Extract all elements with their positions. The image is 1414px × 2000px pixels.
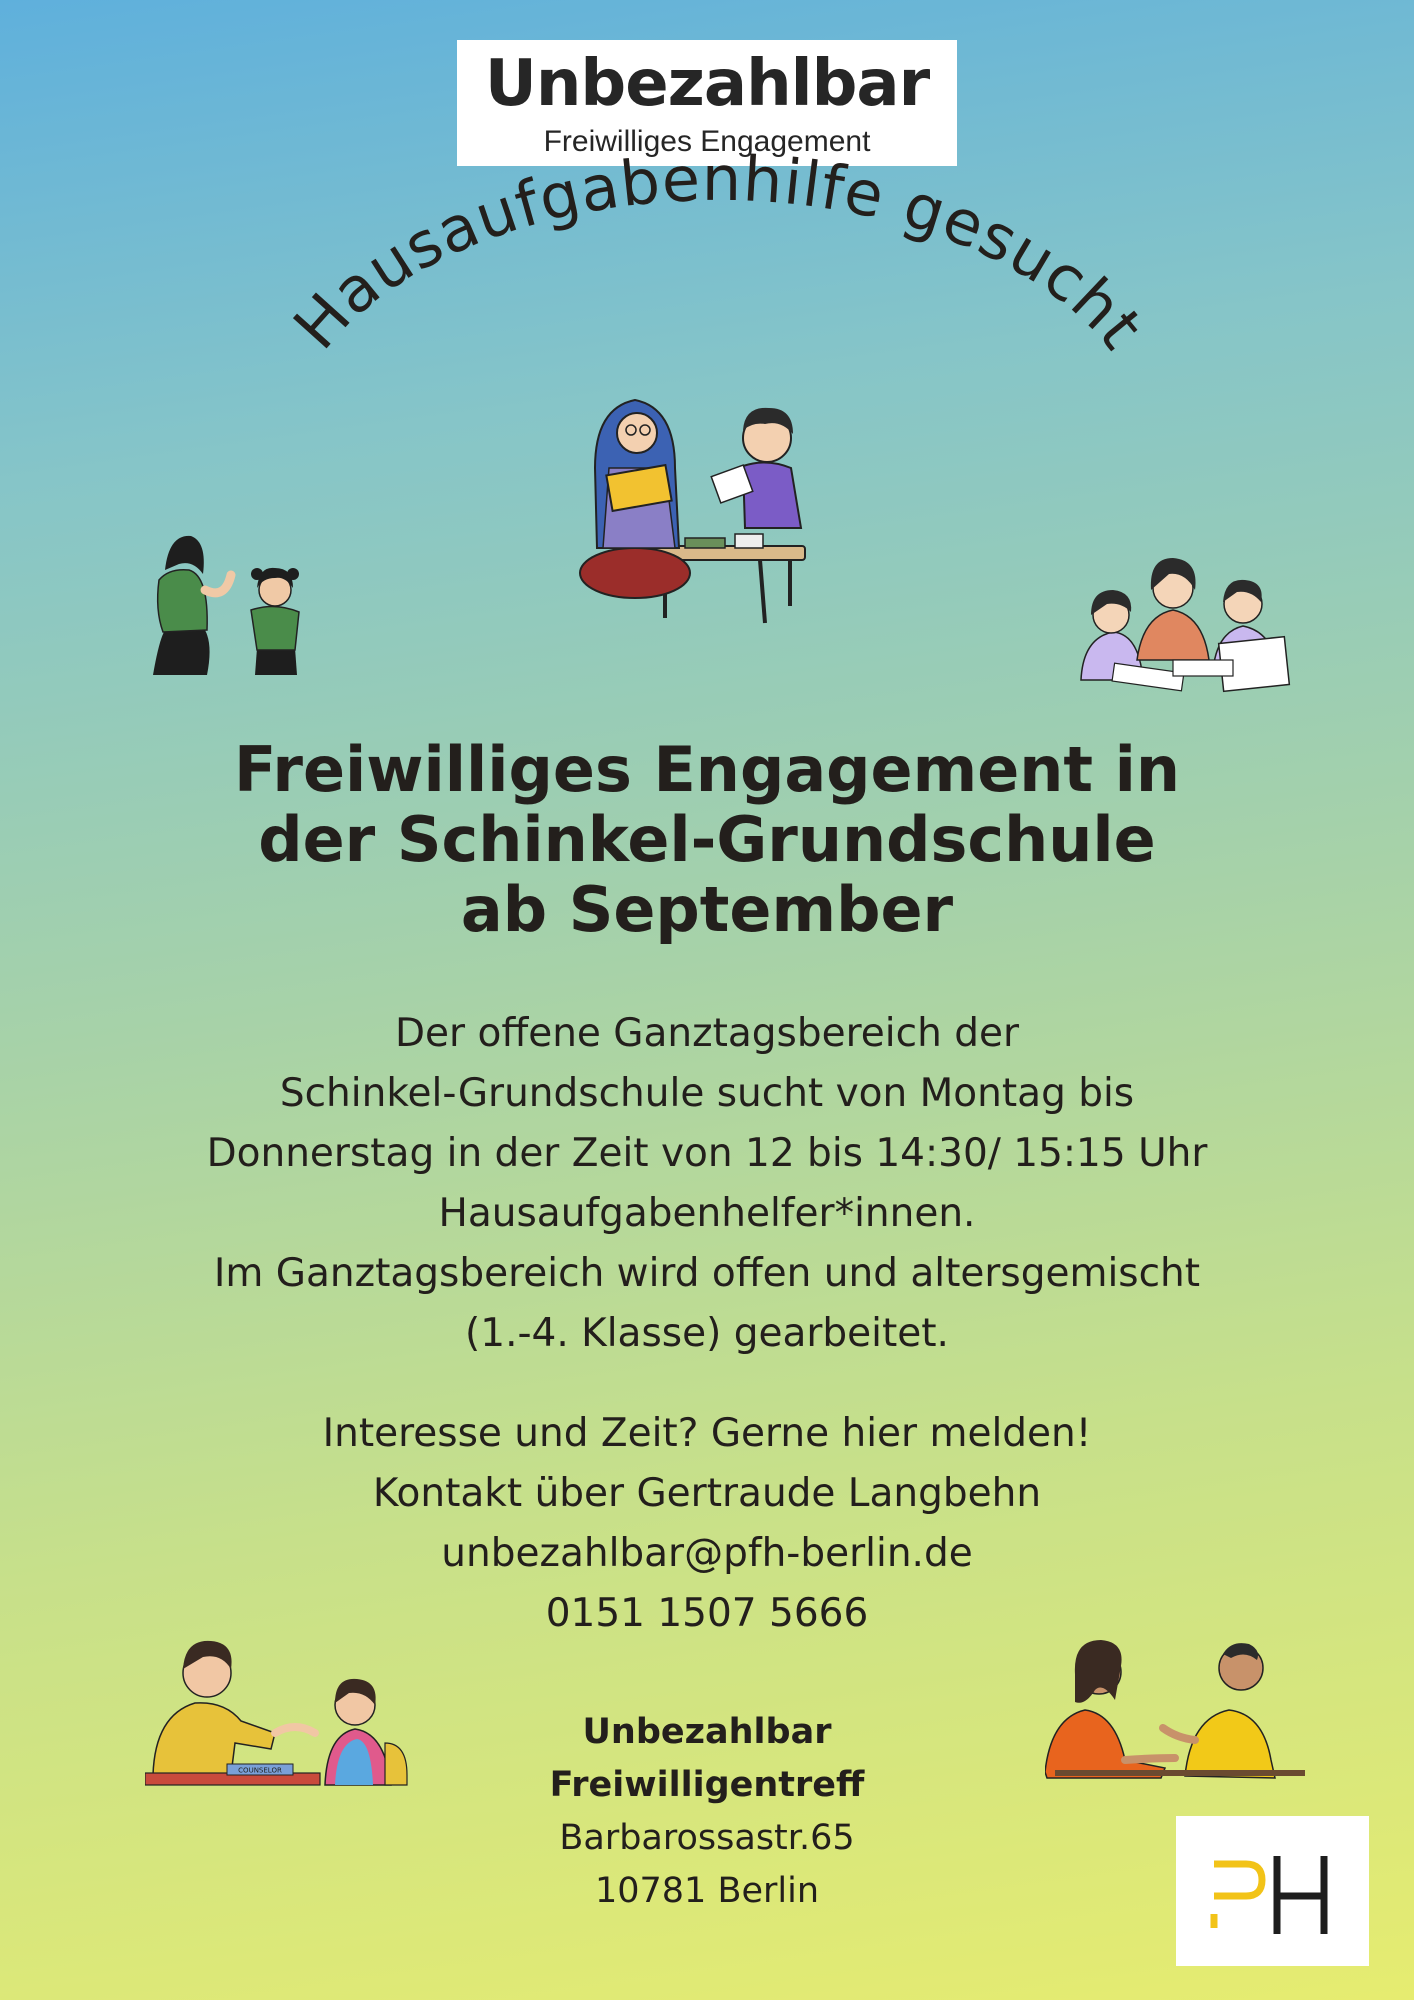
contact-person: Kontakt über Gertraude Langbehn bbox=[372, 1471, 1042, 1516]
logo-title: Unbezahlbar bbox=[484, 47, 930, 121]
address bbox=[457, 1706, 957, 1918]
headline-line-1: Freiwilliges Engagement in bbox=[233, 733, 1180, 806]
arc-title-text: Hausaufgabenhilfe gesucht bbox=[279, 141, 1158, 363]
conversation-illustration bbox=[1045, 1610, 1310, 1780]
description-line-2: Schinkel-Grundschule sucht von Montag bis bbox=[279, 1071, 1135, 1116]
address-name-2: Freiwilligentreff bbox=[549, 1765, 865, 1805]
contact-phone[interactable]: 0151 1507 5666 bbox=[545, 1591, 869, 1636]
headline bbox=[80, 735, 1334, 945]
counselor-desk-label: COUNSELOR bbox=[238, 1766, 282, 1775]
headline-line-2: der Schinkel-Grundschule bbox=[258, 803, 1156, 876]
address-name-1: Unbezahlbar bbox=[582, 1712, 832, 1752]
counselor-illustration bbox=[145, 1625, 415, 1790]
description bbox=[80, 1004, 1334, 1364]
description-line-1: Der offene Ganztagsbereich der bbox=[395, 1011, 1019, 1056]
pfh-logo-icon bbox=[1176, 1816, 1369, 1966]
women-talking-illustration bbox=[145, 530, 315, 680]
headline-line-3: ab September bbox=[460, 873, 954, 946]
description-line-5: Im Ganztagsbereich wird offen und altersgemischt bbox=[213, 1251, 1201, 1296]
contact bbox=[80, 1404, 1334, 1644]
logo-subtitle: Freiwilliges Engagement bbox=[543, 125, 871, 158]
description-line-4: Hausaufgabenhelfer*innen. bbox=[438, 1191, 976, 1236]
pfh-logo bbox=[1176, 1816, 1369, 1966]
tutor-reading-illustration bbox=[575, 378, 835, 628]
svg-text:Hausaufgabenhilfe gesucht bbox=[279, 142, 1157, 363]
group-study-illustration bbox=[1073, 520, 1303, 695]
contact-email[interactable]: unbezahlbar@pfh-berlin.de bbox=[441, 1531, 973, 1576]
description-line-6: (1.-4. Klasse) gearbeitet. bbox=[465, 1311, 949, 1356]
address-city: 10781 Berlin bbox=[594, 1871, 820, 1911]
address-street: Barbarossastr.65 bbox=[559, 1818, 855, 1858]
description-line-3: Donnerstag in der Zeit von 12 bis 14:30/ 15:15 Uhr bbox=[206, 1131, 1208, 1176]
contact-cta: Interesse und Zeit? Gerne hier melden! bbox=[322, 1411, 1092, 1456]
